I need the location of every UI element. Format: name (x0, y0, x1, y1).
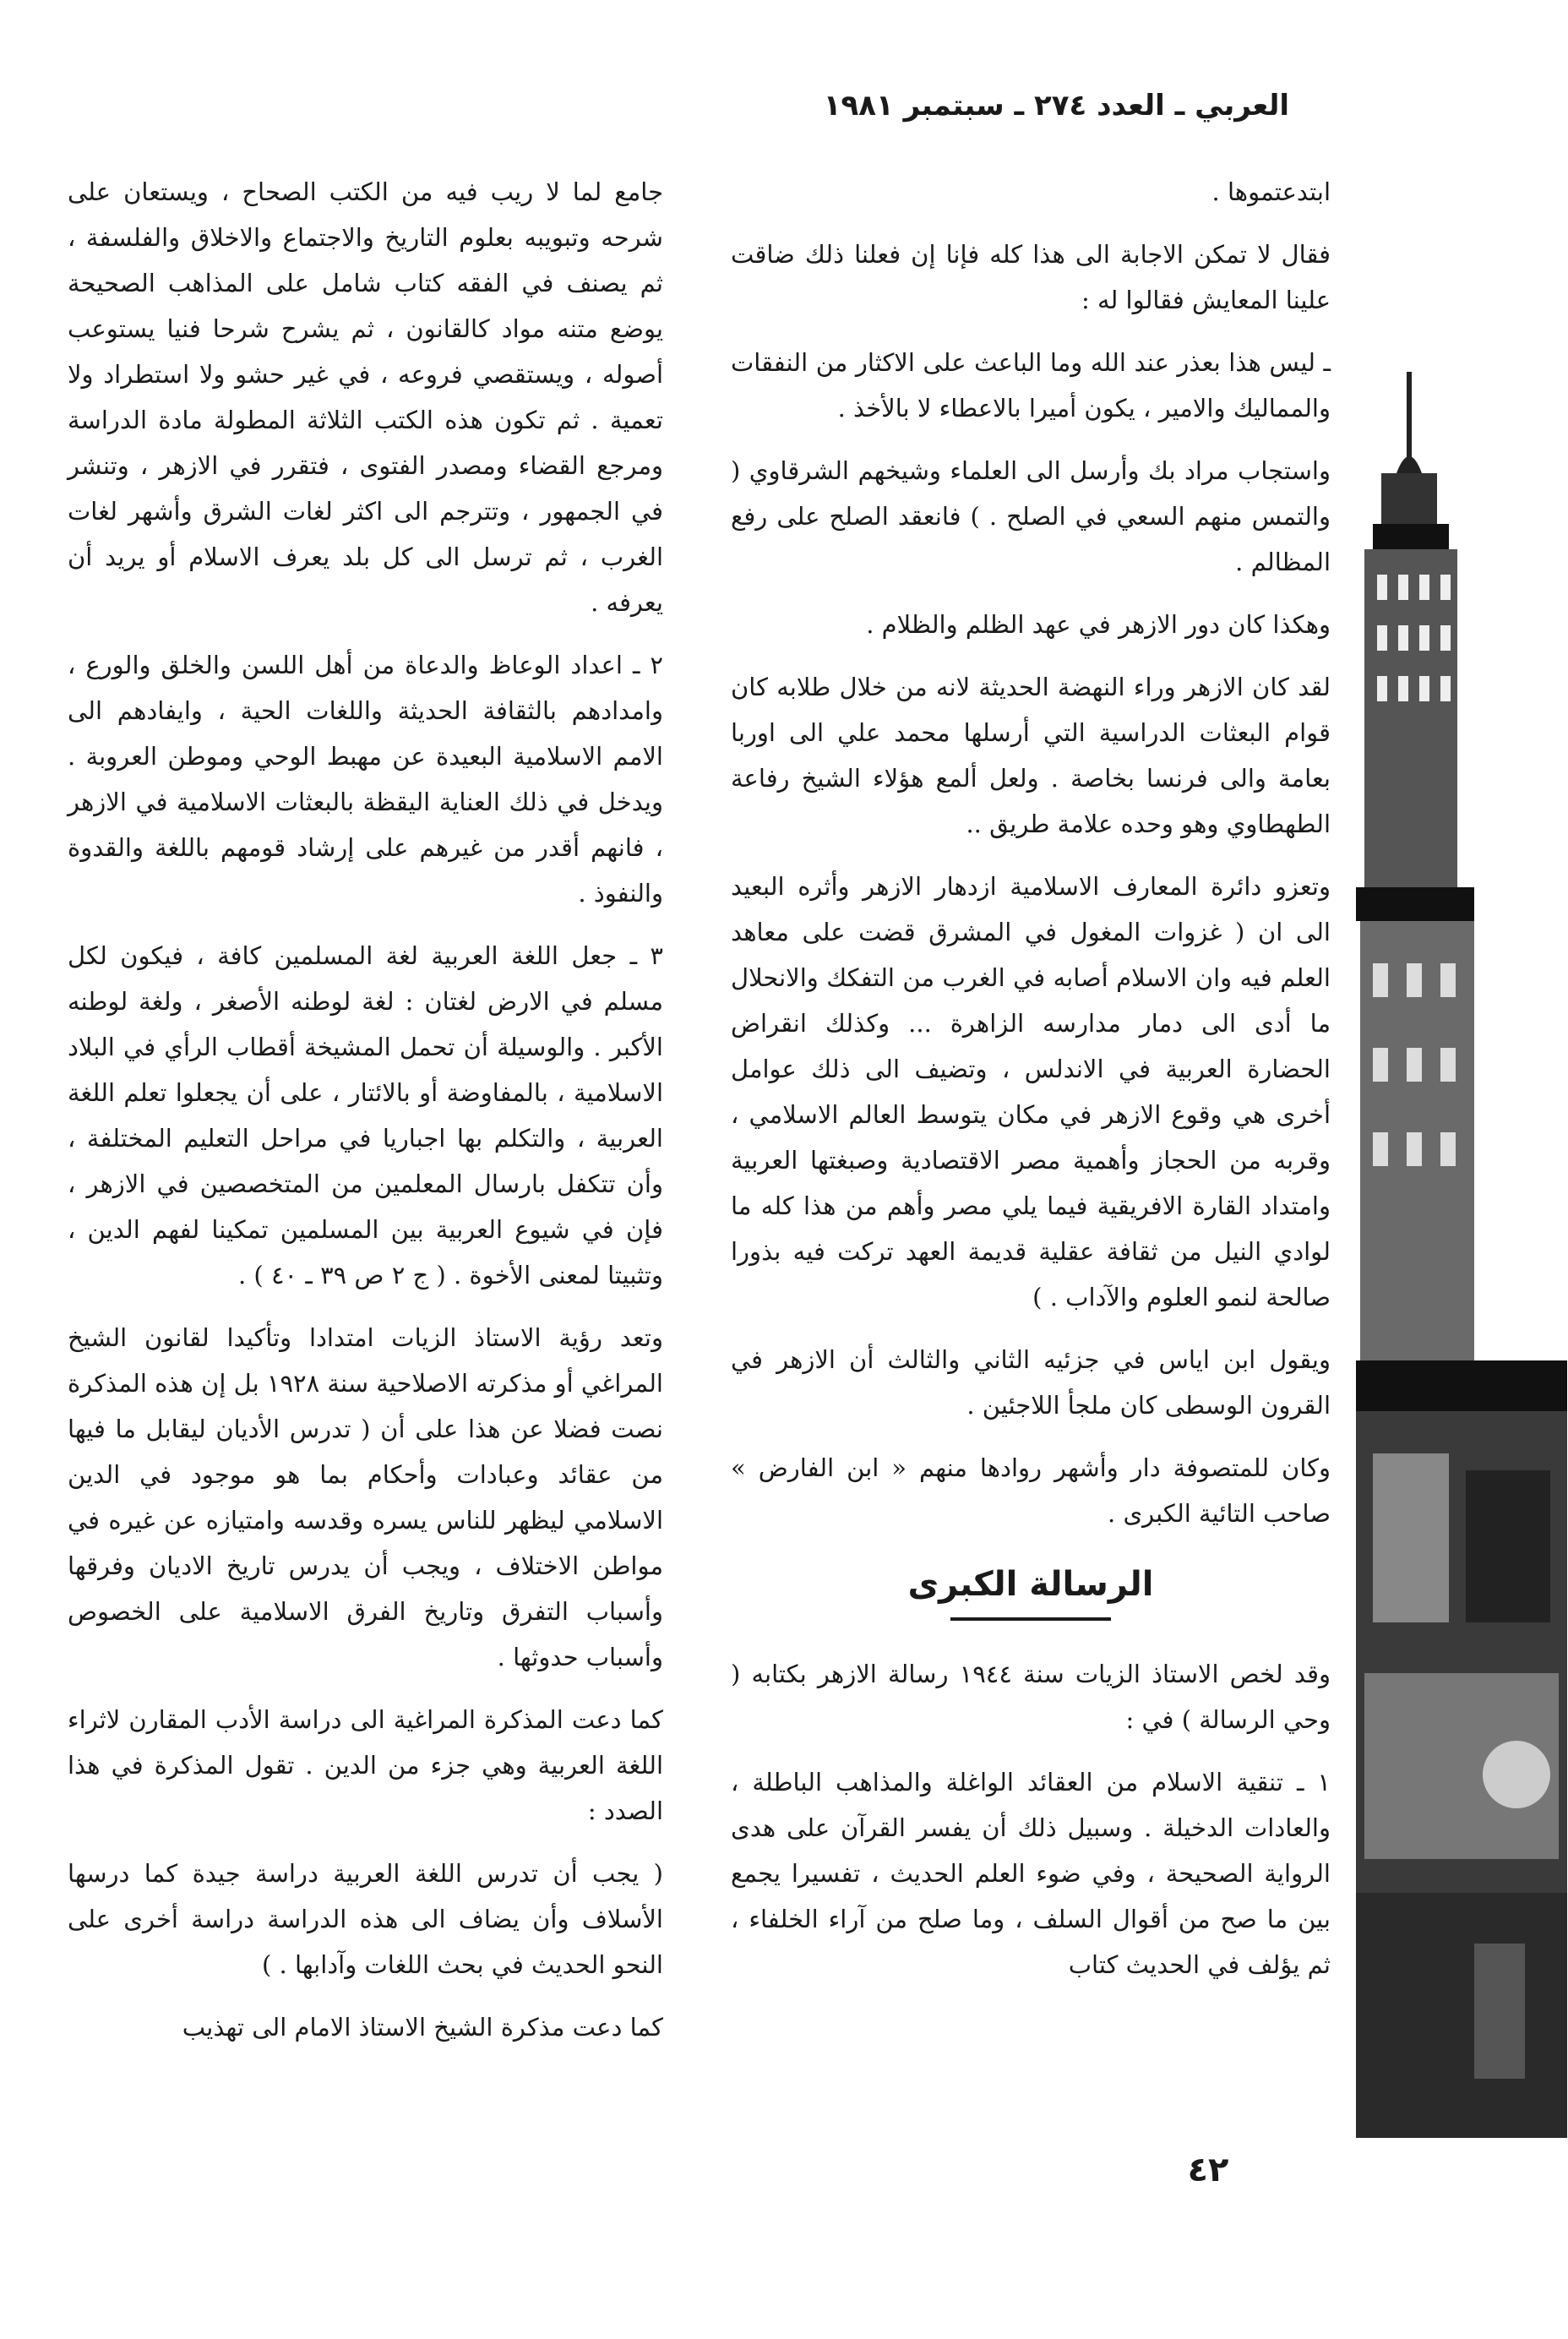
paragraph: كما دعت مذكرة الشيخ الاستاذ الامام الى تهذيب (182, 2013, 663, 2042)
left-column (68, 169, 663, 2067)
right-column (731, 169, 1331, 2004)
page-number: ٤٢ (1187, 2151, 1229, 2189)
paragraph: وكان للمتصوفة دار وأشهر روادها منهم « ابن الفارض » صاحب التائية الكبرى . (731, 1453, 1331, 1528)
paragraph: وتعزو دائرة المعارف الاسلامية ازدهار الازهر وأثره البعيد الى ان ( غزوات المغول في المشرق قضت على معاهد العلم فيه وان الاسلام أصابه في الغرب من التفكك والانحلال ما أدى الى دمار مدارسه الزاهرة ... وكذلك انقراض الحضارة العربية في الاندلس ، وتضيف الى ذلك عوامل أخرى هي وقوع الازهر في مكان يتوسط العالم الاسلامي ، وقربه من الحجاز وأهمية مصر الاقتصادية وصبغتها العربية وامتداد القارة الافريقية فيما يلي مصر وأهم من هذا كله ما لوادي النيل من ثقافة عقلية قديمة العهد تركت فيه بذورا صالحة لنمو العلوم والآداب . ) (731, 872, 1331, 1311)
paragraph: واستجاب مراد بك وأرسل الى العلماء وشيخهم الشرقاوي ( والتمس منهم السعي في الصلح . ) فانعقد الصلح على رفع المظالم . (731, 456, 1331, 576)
paragraph: وهكذا كان دور الازهر في عهد الظلم والظلام . (866, 610, 1331, 639)
paragraph: ويقول ابن اياس في جزئيه الثاني والثالث أن الازهر في القرون الوسطى كان ملجأ اللاجئين . (731, 1345, 1331, 1420)
paragraph: ( يجب أن تدرس اللغة العربية دراسة جيدة كما درسها الأسلاف وأن يضاف الى هذه الدراسة دراسة أخرى على النحو الحديث في بحث اللغات وآدابها . ) (68, 1859, 663, 1979)
paragraph: كما دعت المذكرة المراغية الى دراسة الأدب المقارن لاثراء اللغة العربية وهي جزء من الدين . تقول المذكرة في هذا الصدد : (68, 1705, 663, 1825)
section-title: الرسالة الكبرى (907, 1565, 1154, 1604)
title-underline (950, 1617, 1111, 1621)
paragraph: جامع لما لا ريب فيه من الكتب الصحاح ، ويستعان على شرحه وتبويبه بعلوم التاريخ والاجتماع والاخلاق والفلسفة ، ثم يصنف في الفقه كتاب شامل على المذاهب الصحيحة يوضع متنه مواد كالقانون ، ثم يشرح شرحا فنيا يستوعب أصوله ، ويستقصي فروعه ، في غير حشو ولا استطراد ولا تعمية . ثم تكون هذه الكتب الثلاثة المطولة مادة الدراسة ومرجع القضاء ومصدر الفتوى ، فتقرر في الازهر ، وتنشر في الجمهور ، وتترجم الى اكثر لغات الشرق وأشهر لغات الغرب ، ثم ترسل الى كل بلد يعرف الاسلام أو يريد أن يعرفه . (68, 177, 663, 617)
paragraph: ٢ ـ اعداد الوعاظ والدعاة من أهل اللسن والخلق والورع ، وامدادهم بالثقافة الحديثة واللغات الحية ، وايفادهم الى الامم الاسلامية البعيدة عن مهبط الوحي وموطن العروبة . ويدخل في ذلك العناية اليقظة بالبعثات الاسلامية في الازهر ، فانهم أقدر من غيرهم على إرشاد قومهم باللغة والقدوة والنفوذ . (68, 651, 663, 908)
running-header: العربي ـ العدد ٢٧٤ ـ سبتمبر ١٩٨١ (823, 89, 1289, 123)
paragraph: ـ ليس هذا بعذر عند الله وما الباعث على الاكثار من النفقات والمماليك والامير ، يكون أميرا بالاعطاء لا بالأخذ . (731, 348, 1331, 423)
paragraph: وتعد رؤية الاستاذ الزيات امتدادا وتأكيدا لقانون الشيخ المراغي أو مذكرته الاصلاحية سنة ١٩٢٨ بل إن هذه المذكرة نصت فضلا عن هذا على أن ( تدرس الأديان ليقابل ما فيها من عقائد وعبادات وأحكام بما هو موجود في الدين الاسلامي ليظهر للناس يسره وقدسه وامتيازه عن غيره في مواطن الاختلاف ، ويجب أن يدرس تاريخ الاديان وفرقها وأسباب التفرق وتاريخ الفرق الاسلامية على الخصوص وأسباب حدوثها . (68, 1323, 663, 1671)
paragraph: ١ ـ تنقية الاسلام من العقائد الواغلة والمذاهب الباطلة ، والعادات الدخيلة . وسبيل ذلك أن يفسر القرآن على هدى الرواية الصحيحة ، وفي ضوء العلم الحديث ، تفسيرا يجمع بين ما صح من أقوال السلف ، وما صلح من آراء الخلفاء ، ثم يؤلف في الحديث كتاب (731, 1768, 1331, 1979)
paragraph: ابتدعتموها . (1211, 177, 1331, 206)
paragraph: ٣ ـ جعل اللغة العربية لغة المسلمين كافة ، فيكون لكل مسلم في الارض لغتان : لغة لوطنه الأصغر ، ولغة لوطنه الأكبر . والوسيلة أن تحمل المشيخة أقطاب الرأي في البلاد الاسلامية ، بالمفاوضة أو بالائتار ، على أن يجعلوا تعلم اللغة العربية ، والتكلم بها اجباريا في مراحل التعليم المختلفة ، وأن تتكفل بارسال المعلمين من المتخصصين في الازهر ، فإن في شيوع العربية بين المسلمين تمكينا لفهم الدين ، وتثبيتا لمعنى الأخوة . ( ج ٢ ص ٣٩ ـ ٤٠ ) . (68, 941, 663, 1289)
paragraph: لقد كان الازهر وراء النهضة الحديثة لانه من خلال طلابه كان قوام البعثات الدراسية التي أرسلها محمد علي الى اوربا بعامة والى فرنسا بخاصة . ولعل ألمع هؤلاء الشيخ رفاعة الطهطاوي وهو وحده علامة طريق .. (731, 673, 1331, 838)
paragraph: وقد لخص الاستاذ الزيات سنة ١٩٤٤ رسالة الازهر بكتابه ( وحي الرسالة ) في : (731, 1660, 1331, 1734)
paragraph: فقال لا تمكن الاجابة الى هذا كله فإنا إن فعلنا ذلك ضاقت علينا المعايش فقالوا له : (731, 240, 1331, 314)
minaret-illustration (1356, 355, 1567, 2138)
